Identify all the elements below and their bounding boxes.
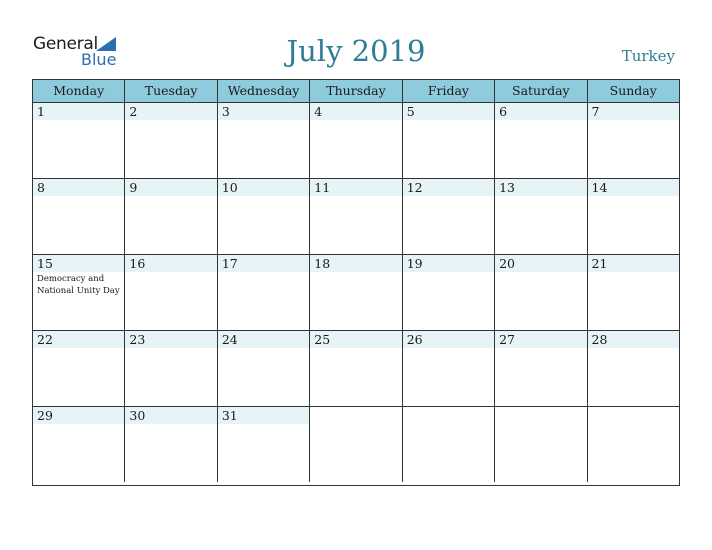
day-cell [33,103,124,178]
day-number-band [588,407,679,424]
week-row [33,103,679,179]
day-number-band [125,103,216,120]
day-number-band [310,407,401,424]
day-number: 1 [37,104,45,119]
day-number-band [403,103,494,120]
day-cell [217,407,309,482]
logo-blue-text: Blue [81,50,117,69]
day-cell [587,407,679,482]
day-cell [402,103,494,178]
day-number: 24 [221,332,238,347]
day-number: 6 [499,104,508,119]
day-cell [309,179,401,254]
day-number: 5 [406,104,415,119]
day-cell [217,255,309,330]
day-number: 21 [591,256,608,271]
day-number: 22 [37,332,53,347]
day-cell [309,407,401,482]
day-cell [402,179,494,254]
weekday-wednesday: Wednesday [217,80,309,102]
weekday-tuesday: Tuesday [124,80,216,102]
day-number: 9 [129,180,138,195]
day-number: 4 [314,104,323,119]
country-label: Turkey [621,47,675,65]
weekday-header [33,80,679,103]
day-cell [309,255,401,330]
day-cell [402,331,494,406]
day-cell [402,407,494,482]
day-cell [494,103,586,178]
day-number: 25 [314,332,331,347]
day-cell [309,331,401,406]
weekday-thursday: Thursday [309,80,401,102]
day-number: 17 [221,256,238,271]
day-number: 20 [499,256,516,271]
logo-general-text: General [33,34,98,54]
day-cell [494,179,586,254]
day-cell [124,255,216,330]
day-cell [33,407,124,482]
day-cell [124,179,216,254]
day-number: 18 [314,256,331,271]
day-number-band [310,103,401,120]
day-number-band [588,103,679,120]
day-cell [587,103,679,178]
week-row [33,255,679,331]
day-number-band [495,407,586,424]
week-row [33,179,679,255]
day-number: 26 [406,332,423,347]
week-row [33,331,679,407]
day-number-band [33,179,124,196]
day-number: 3 [221,104,230,119]
day-cell [402,255,494,330]
day-number: 11 [314,180,331,195]
week-row [33,407,679,482]
weekday-sunday: Sunday [587,80,679,102]
day-number: 29 [37,408,53,423]
day-cell [494,331,586,406]
day-number-band [33,103,124,120]
day-number: 10 [221,180,238,195]
day-cell [587,179,679,254]
day-cell [33,331,124,406]
day-number: 31 [221,408,238,423]
day-cell [217,331,309,406]
day-number: 30 [129,408,146,423]
day-cell [124,407,216,482]
holiday-label: Democracy and National Unity Day [37,274,120,296]
day-number-band [495,103,586,120]
day-number: 28 [591,332,608,347]
day-cell [494,407,586,482]
day-cell [494,255,586,330]
day-cell [217,179,309,254]
calendar-grid [32,79,680,486]
day-cell [33,179,124,254]
day-cell [217,103,309,178]
day-cell [124,103,216,178]
day-number: 2 [129,104,138,119]
day-number: 13 [499,180,516,195]
day-number: 15 [37,256,53,271]
day-number-band [125,179,216,196]
weekday-monday: Monday [53,83,105,98]
day-cell [309,103,401,178]
day-cell [33,255,124,330]
day-number: 14 [591,180,608,195]
day-number: 12 [406,180,423,195]
weekday-saturday: Saturday [494,80,586,102]
day-cell [587,331,679,406]
day-number: 7 [591,104,600,119]
day-number: 19 [406,256,423,271]
day-number: 23 [129,332,146,347]
day-cell [587,255,679,330]
weekday-friday: Friday [402,80,494,102]
day-number-band [218,103,309,120]
day-number: 8 [37,180,45,195]
day-number: 16 [129,256,146,271]
day-number: 27 [499,332,516,347]
day-cell [124,331,216,406]
page-title: July 2019 [286,34,426,68]
weeks-container [33,103,679,482]
day-number-band [403,407,494,424]
